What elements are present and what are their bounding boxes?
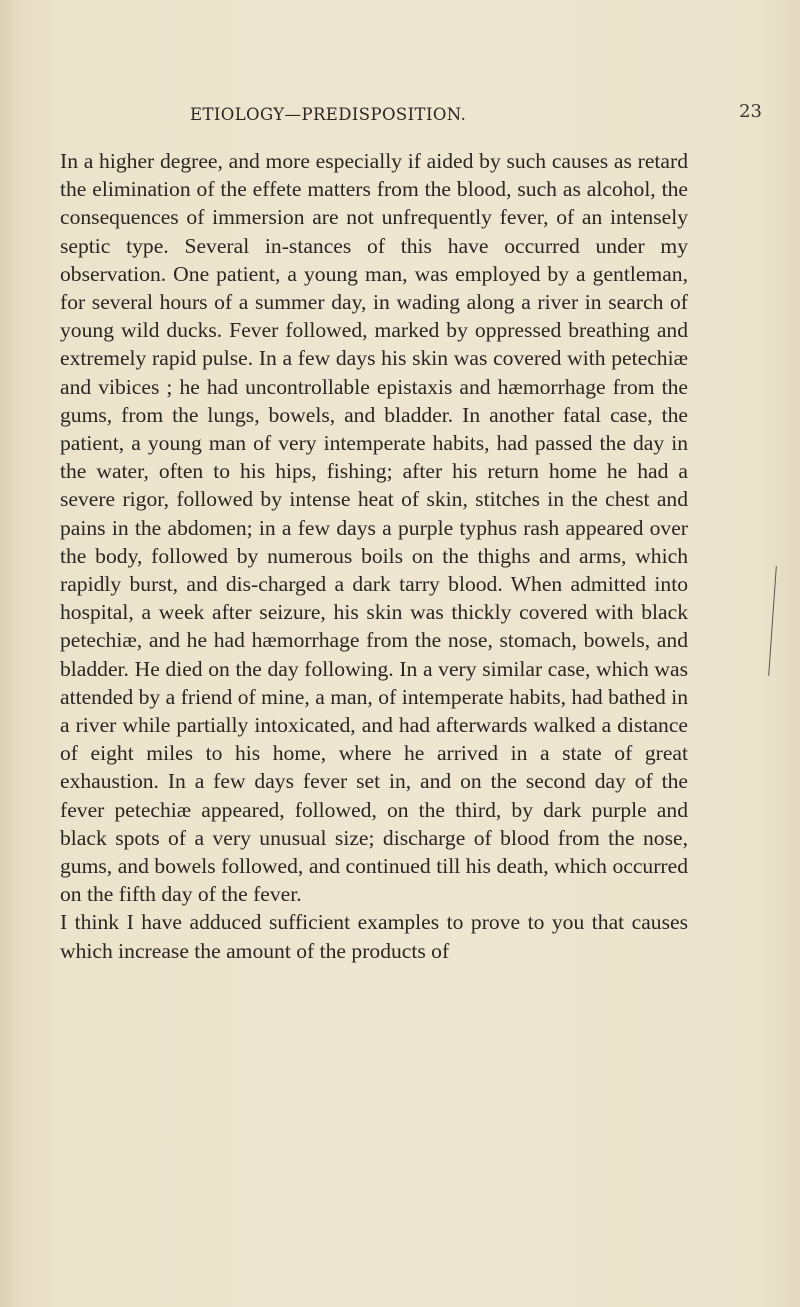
margin-mark [768, 566, 778, 676]
running-head: ETIOLOGY—PREDISPOSITION. [190, 105, 467, 124]
page-header [150, 101, 770, 131]
paragraph-2: I think I have adduced sufficient examples to prove to you that causes which increase the amount of the products of [60, 910, 688, 963]
paragraph-1: In a higher degree, and more especially if aided by such causes as retard the elimination of the effete matters from the blood, such as alcohol, the consequences of immersion are not unfrequently fever, of an intensely septic type. Several in-stances of this have occurred under my observation. One patient, a young man, was employed by a gentleman, for several hours of a summer day, in wading along a river in search of young wild ducks. Fever followed, marked by oppressed breathing and extremely rapid pulse. In a few days his skin was covered with petechiæ and vibices ; he had uncontrollable epistaxis and hæmorrhage from the gums, from the lungs, bowels, and bladder. In another fatal case, the patient, a young man of very intemperate habits, had passed the day in the water, often to his hips, fishing; after his return home he had a severe rigor, followed by intense heat of skin, stitches in the chest and pains in the abdomen; in a few days a purple typhus rash appeared over the body, followed by numerous boils on the thighs and arms, which rapidly burst, and dis-charged a dark tarry blood. When admitted into hospital, a week after seizure, his skin was thickly covered with black petechiæ, and he had hæmorrhage from the nose, stomach, bowels, and bladder. He died on the day following. In a very similar case, which was attended by a friend of mine, a man, of intemperate habits, had bathed in a river while partially intoxicated, and had afterwards walked a distance of eight miles to his home, where he arrived in a state of great exhaustion. In a few days fever set in, and on the second day of the fever petechiæ appeared, followed, on the third, by dark purple and black spots of a very unusual size; discharge of blood from the nose, gums, and bowels followed, and continued till his death, which occurred on the fifth day of the fever. [60, 149, 688, 907]
page-number: 23 [739, 101, 762, 122]
body-text [60, 147, 688, 965]
